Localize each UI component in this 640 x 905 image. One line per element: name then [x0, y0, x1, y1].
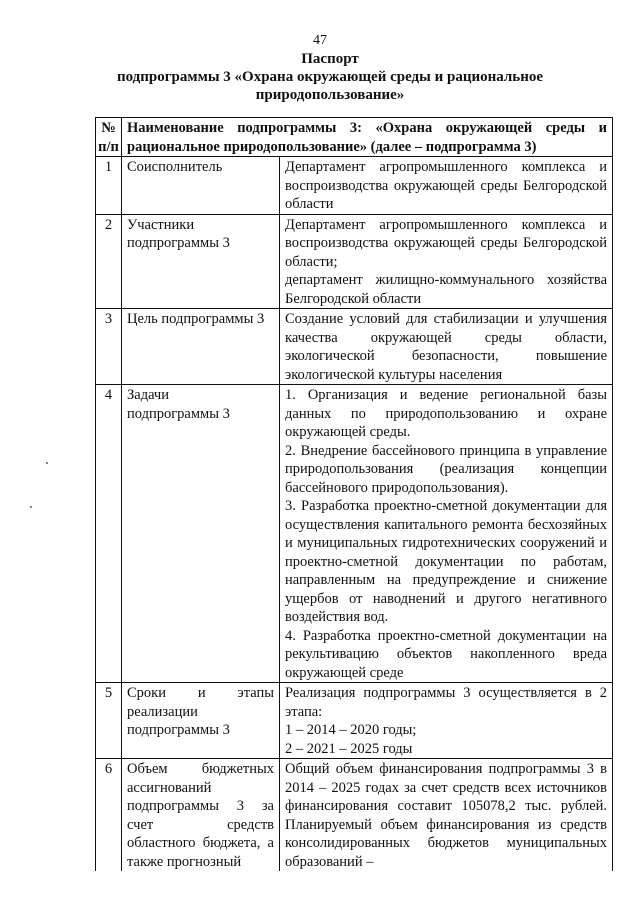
header-number-cell [96, 118, 122, 157]
row-value-paragraph: Департамент агропромышленного комплекса и воспроизводства окружающей среды Белгородской области; [285, 216, 608, 270]
row-number: 6 [96, 759, 122, 872]
row-value-paragraph: 2 – 2021 – 2025 годы [285, 740, 413, 757]
row-value-paragraph: Департамент агропромышленного комплекса и воспроизводства окружающей среды Белгородской области [285, 159, 608, 212]
document-title [40, 50, 620, 104]
title-line-3: природопользование» [255, 87, 405, 103]
row-value-paragraph: 4. Разработка проектно-сметной документации на рекультивацию объектов накопленного вреда окружающей среде [285, 627, 608, 681]
row-value [280, 385, 613, 683]
title-line-1: Паспорт [301, 51, 359, 67]
table-row [96, 683, 613, 759]
row-value [280, 683, 613, 759]
row-value [280, 157, 613, 215]
table-row [96, 385, 613, 683]
header-num-line-1: № [101, 120, 116, 136]
header-name-cell: Наименование подпрограммы 3: «Охрана окружающей среды и рациональное природопользование» (далее – подпрограмма 3) [122, 118, 613, 157]
row-number: 5 [96, 683, 122, 759]
table-row [96, 214, 613, 309]
row-value-paragraph: департамент жилищно-коммунального хозяйства Белгородской области [285, 272, 608, 307]
row-value [280, 759, 613, 872]
row-label: Объем бюджетных ассигнований подпрограммы 3 за счет средств областного бюджета, а также прогнозный [122, 759, 280, 872]
title-line-2: подпрограммы 3 «Охрана окружающей среды и рациональное [116, 69, 544, 85]
row-label: Сроки и этапы реализации подпрограммы 3 [122, 683, 280, 759]
row-value-paragraph: 1 – 2014 – 2020 годы; [285, 722, 417, 738]
row-value-paragraph: 3. Разработка проектно-сметной документации для осуществления капитального ремонта бесхозяйных и муниципальных гидротехнических сооружений и проектно-сметной документации по работам, направленным на предупреждение и снижение ущербов от наводнений и другого негативного воздействия вод. [285, 498, 608, 625]
row-number: 4 [96, 385, 122, 683]
header-num-line-2: п/п [98, 138, 119, 155]
table-row [96, 309, 613, 385]
row-number: 2 [96, 214, 122, 309]
passport-table [95, 117, 613, 871]
table-row [96, 759, 613, 872]
scan-speck [30, 506, 32, 508]
row-value-paragraph: 1. Организация и ведение региональной базы данных по природопользованию и охране окружающей среды. [285, 387, 608, 440]
row-value [280, 214, 613, 309]
row-value [280, 309, 613, 385]
table-row [96, 157, 613, 215]
row-value-paragraph: 2. Внедрение бассейнового принципа в управление природопользования (реализация концепции бассейнового природопользования). [285, 442, 608, 496]
scan-speck [46, 462, 48, 464]
row-label: Соисполнитель [122, 157, 280, 215]
page-number: 47 [313, 33, 327, 48]
row-number: 1 [96, 157, 122, 215]
row-value-paragraph: Создание условий для стабилизации и улучшения качества окружающей среды области, экологической безопасности, повышение экологической культуры населения [285, 311, 608, 383]
row-label: Цель подпрограммы 3 [122, 309, 280, 385]
row-value-paragraph: Общий объем финансирования подпрограммы 3 в 2014 – 2025 годах за счет средств всех источников финансирования составит 105078,2 тыс. рублей. Планируемый объем финансирования из средств консолидированных бюджетов муниципальных образований – [285, 761, 608, 870]
table-header-row [96, 118, 613, 157]
row-label: Участники подпрограммы 3 [122, 214, 280, 309]
row-value-paragraph: Реализация подпрограммы 3 осуществляется в 2 этапа: [285, 685, 608, 720]
row-label: Задачи подпрограммы 3 [122, 385, 280, 683]
row-number: 3 [96, 309, 122, 385]
